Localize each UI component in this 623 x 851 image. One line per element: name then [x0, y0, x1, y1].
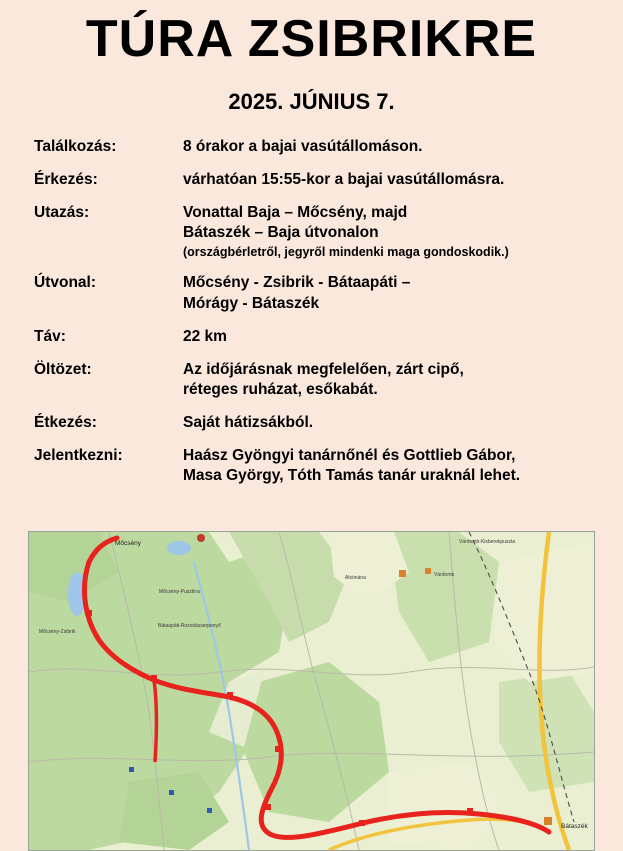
info-value — [183, 203, 509, 261]
info-value-line: várhatóan 15:55-kor a bajai vasútállomásra. — [183, 170, 505, 188]
info-value-line: réteges ruházat, esőkabát. — [183, 380, 378, 398]
info-label: Utazás: — [34, 203, 90, 221]
info-row — [34, 327, 605, 347]
info-label: Öltözet: — [34, 360, 92, 378]
info-row — [34, 170, 605, 190]
info-row — [34, 203, 605, 261]
info-label: Útvonal: — [34, 274, 96, 292]
event-date: 2025. JÚNIUS 7. — [228, 88, 395, 114]
info-row — [34, 137, 605, 157]
info-row — [34, 273, 605, 313]
map-place-label: Alsónána — [345, 575, 366, 581]
info-value — [183, 413, 313, 433]
info-value-line: Masa György, Tóth Tamás tanár uraknál lehet. — [183, 467, 521, 485]
info-row — [34, 413, 605, 433]
info-value-line: 8 órakor a bajai vasútállomáson. — [183, 137, 423, 155]
info-row — [34, 446, 605, 486]
map-place-label: Mőcsény-Zsibrik — [39, 629, 76, 635]
info-value-line: Bátaszék – Baja útvonalon — [183, 224, 379, 242]
route-map — [28, 531, 595, 851]
page-title: TÚRA ZSIBRIKRE — [85, 10, 538, 68]
info-rows — [0, 137, 623, 487]
map-place-label: Várdomb — [434, 572, 455, 578]
info-value-line: 22 km — [183, 327, 227, 345]
info-value — [183, 446, 520, 486]
info-value-line: Mőcsény - Zsibrik - Bátaapáti – — [183, 274, 411, 292]
info-value-line: Vonattal Baja – Mőcsény, majd — [183, 203, 408, 221]
info-label: Jelentkezni: — [34, 447, 123, 465]
info-value-line: Saját hátizsákból. — [183, 414, 314, 432]
map-place-label: Mőcsény — [115, 540, 142, 547]
map-place-label: Bátaszék — [561, 823, 588, 830]
info-value — [183, 327, 227, 347]
info-value-line: Az időjárásnak megfelelően, zárt cipő, — [183, 360, 464, 378]
map-start-marker — [197, 534, 205, 542]
map-place-label: Várdomb-Kisberekpuszta — [459, 539, 516, 545]
info-value-line: Mórágy - Bátaszék — [183, 294, 320, 312]
info-label: Táv: — [34, 327, 66, 345]
info-label: Érkezés: — [34, 170, 98, 188]
info-value-note: (országbérletről, jegyről mindenki maga gondoskodik.) — [183, 245, 509, 260]
info-row — [34, 360, 605, 400]
info-label: Étkezés: — [34, 414, 97, 432]
info-value-line: Haász Gyöngyi tanárnőnél és Gottlieb Gábor, — [183, 447, 516, 465]
info-value — [183, 170, 504, 190]
info-value — [183, 273, 410, 313]
map-place-label: Mőcsény-Pusztina — [159, 589, 200, 595]
info-label: Találkozás: — [34, 137, 117, 155]
info-value — [183, 360, 464, 400]
map-place-label: Bátaapáti-Rozsdásserpenyő — [158, 623, 221, 629]
info-value — [183, 137, 423, 157]
